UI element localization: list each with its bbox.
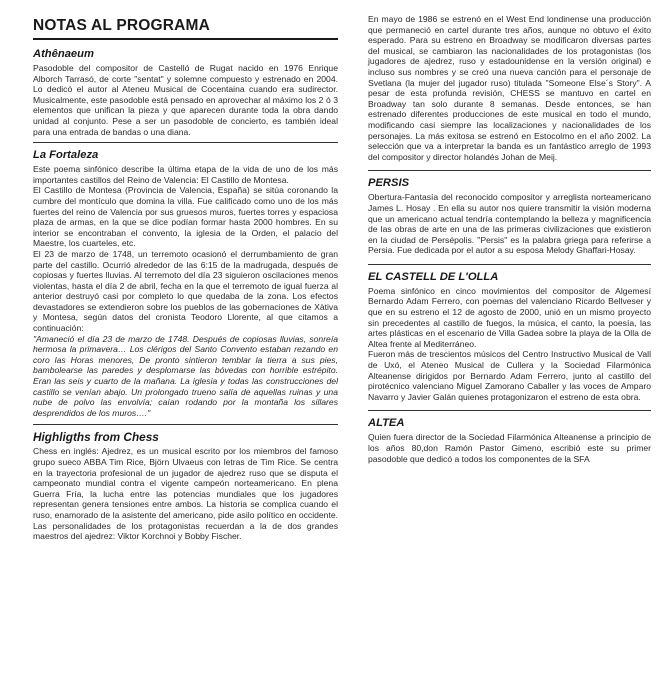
section-el-castell — [368, 268, 651, 403]
paragraph: En mayo de 1986 se estrenó en el West End londinense una producción que permaneció en cartel durante tres años, aunque no obtuvo el éxito esperado. Para su estreno en Broadway se modificaron diversas partes del musical, se cambiaron las nacionalidades de los protagonistas (los jugadores de ajedrez, ruso y estadounidense en la versión original) e incluso sus nombres y se creó una nueva canción para el personaje de Svetlana (la mujer del jugador ruso) titulada "Someone Else´s Story". A pesar de esta profunda revisión, CHESS se mantuvo en cartel en Broadway tan solo durante 8 semanas. Desde entonces, se han estrenado diferentes producciones de este musical en todo el mundo, modificando casi siempre las localizaciones y nacionalidades de los personajes. La más exitosa se estrenó en Estocolmo en el año 2002. La selección que va a interpretar la banda es un fantástico arreglo de 1993 del compositor y director holandés Johan de Meij. — [368, 14, 651, 162]
left-column — [33, 0, 338, 542]
section-body — [368, 432, 651, 464]
section-body — [33, 164, 338, 418]
paragraph: Chess en inglés: Ajedrez, es un musical escrito por los miembros del famoso grupo sueco ABBA Tim Rice, Björn Ulvaeus con letras de Tim Rice. Se centra en la trayectoria profesional de un jugador de ajedrez ruso que se disputa el campeonato mundial contra el vigente campeón norteamericano. En plena Guerra Fría, la lucha entre las potencias mundiales que los jugadores representan genera tensiones entre ambos. La historia se complica cuando el ruso, enamorado de la asistente del americano, pide asilo político en occidente. Las personalidades de los protagonistas recuerdan a la de dos grandes maestros del ajedrez: Viktor Korchnoi y Bobby Fischer. — [33, 446, 338, 542]
section-heading: EL CASTELL DE L'OLLA — [368, 270, 499, 283]
section-divider — [33, 424, 338, 425]
section-altea — [368, 414, 651, 464]
section-body — [368, 286, 651, 403]
section-divider — [33, 142, 338, 143]
section-body — [33, 63, 338, 137]
right-column — [368, 0, 651, 464]
section-body — [33, 446, 338, 541]
section-heading: Highligths from Chess — [33, 430, 159, 445]
paragraph: Quien fuera director de la Sociedad Filarmónica Alteanense a principio de los años 80,don Ramón Pastor Gimeno, escribió este su primer pasodoble que dedicó a todos los componentes de la SFA — [368, 432, 651, 464]
page-title: NOTAS AL PROGRAMA — [33, 17, 211, 34]
section-body — [368, 192, 651, 256]
title-divider — [33, 38, 338, 40]
section-persis — [368, 174, 651, 256]
paragraph: Poema sinfónico en cinco movimientos del compositor de Algemesí Bernardo Adam Ferrero, con poemas del valenciano Ricardo Bellveser y que en su estreno el 12 de agosto de 2000, unió en un mismo proyecto sin precedentes al castillo de fuegos, la música, el canto, la poesía, las artes plásticas en el escenario de Villa Gadea sobre la playa de la Olla de Altea frente al Mediterráneo. — [368, 285, 651, 349]
paragraph: El Castillo de Montesa (Provincia de Valencia, España) se sitúa coronando la cumbre del montículo que domina la villa. Fue calificado como uno de los más fuertes del reino de Valencia por sus gruesos muros, fuertes torres y espaciosa plaza de armas, en la que se dice podían formar hasta 2000 hombres. En su interior se encontraban el convento, la iglesia de la Orden, el palacio del Maestre, los cuarteles, etc. — [33, 185, 338, 249]
section-divider — [368, 170, 651, 171]
chess-continued-body — [368, 14, 651, 162]
section-chess — [33, 428, 338, 541]
paragraph: El 23 de marzo de 1748, un terremoto ocasionó el derrumbamiento de gran parte del castillo. Ocurrió alrededor de las 6:15 de la madrugada, después de copiosas y fuertes lluvias. Al terremoto del día 23 siguieron oscilaciones menos violentas, hasta el día 2 de abril, fecha en la que el terremoto de igual fuerza al anterior destruyó casi por completo lo que quedaba de la zona. Los efectos devastadores se extendieron sobre los pueblos de las gobernaciones de Xàtiva y Montesa, según datos del cronista Teodoro Llorente, al que citamos a continuación: — [33, 248, 338, 334]
paragraph: Obertura-Fantasía del reconocido compositor y arreglista norteamericano James L. Hosay . En ella su autor nos quiere transmitir la visión moderna que un americano actual tendría contemplando la belleza y magnificencia de las obras de arte en una de las primeras civilizaciones que existieron en la ciudad de Persépolis. "Persis" es la palabra griega para referirse a Persia. Fue dedicada por el autor a su esposa Melody Ghaffari-Hosay. — [368, 192, 651, 256]
section-heading: Athênaeum — [33, 48, 94, 60]
section-la-fortaleza — [33, 146, 338, 418]
paragraph: Pasodoble del compositor de Castelló de Rugat nacido en 1976 Enrique Alborch Tarrasó, de corte "sentat" y solemne compuesto y estrenado en 2004. Lo dedicó el autor al Ateneu Musical de Cocentaina cuando era sudirector. Musicalmente, este pasodoble está pensado en aprovechar al máximo los 2 ó 3 elementos que unifican la pieza y que aparecen durante toda la obra dando unidad al conjunto. Pese a ser un pasodoble de concierto, es también ideal para una entrada de bandas o una diana. — [33, 63, 338, 137]
section-heading: ALTEA — [368, 417, 405, 430]
paragraph: Este poema sinfónico describe la última etapa de la vida de uno de los más importantes castillos del Reino de Valencia: El Castillo de Montesa. — [33, 164, 338, 185]
section-divider — [368, 264, 651, 265]
paragraph: Fueron más de trescientos músicos del Centro Instructivo Musical de Vall de Uxó, el Ateneo Musical de Cullera y la Sociedad Filarmónica Alteanense dirigidos por Bernardo Adam Ferrero, junto al castillo del pirotécnico valenciano Miguel Zamorano Caballer y las voces de Amparo Navarro y Javier Galán quienes protagonizaron el estreno de esta obra. — [368, 349, 651, 402]
section-heading: PERSIS — [368, 177, 410, 190]
quote-paragraph: "Amaneció el día 23 de marzo de 1748. Después de copiosas lluvias, sonreía hermosa la primavera… Los clérigos del Santo Convento estaban rezando en coro las Horas menores, De pronto sintieron temblar la tierra a sus pies, bambolearse las paredes y desplomarse las bóvedas con horrible estrépito. Eran las seis y cuarto de la mañana. La iglesia y todas las construcciones del castillo se venían abajo. Un prolongado trueno salía de aquellas ruinas y una nube de polvo las envolvía; caían rodando por la montaña los sillares desprendidos de los muros…." — [33, 333, 338, 418]
section-heading: La Fortaleza — [33, 149, 99, 162]
section-divider — [368, 410, 651, 411]
section-athenaeum — [33, 45, 338, 137]
